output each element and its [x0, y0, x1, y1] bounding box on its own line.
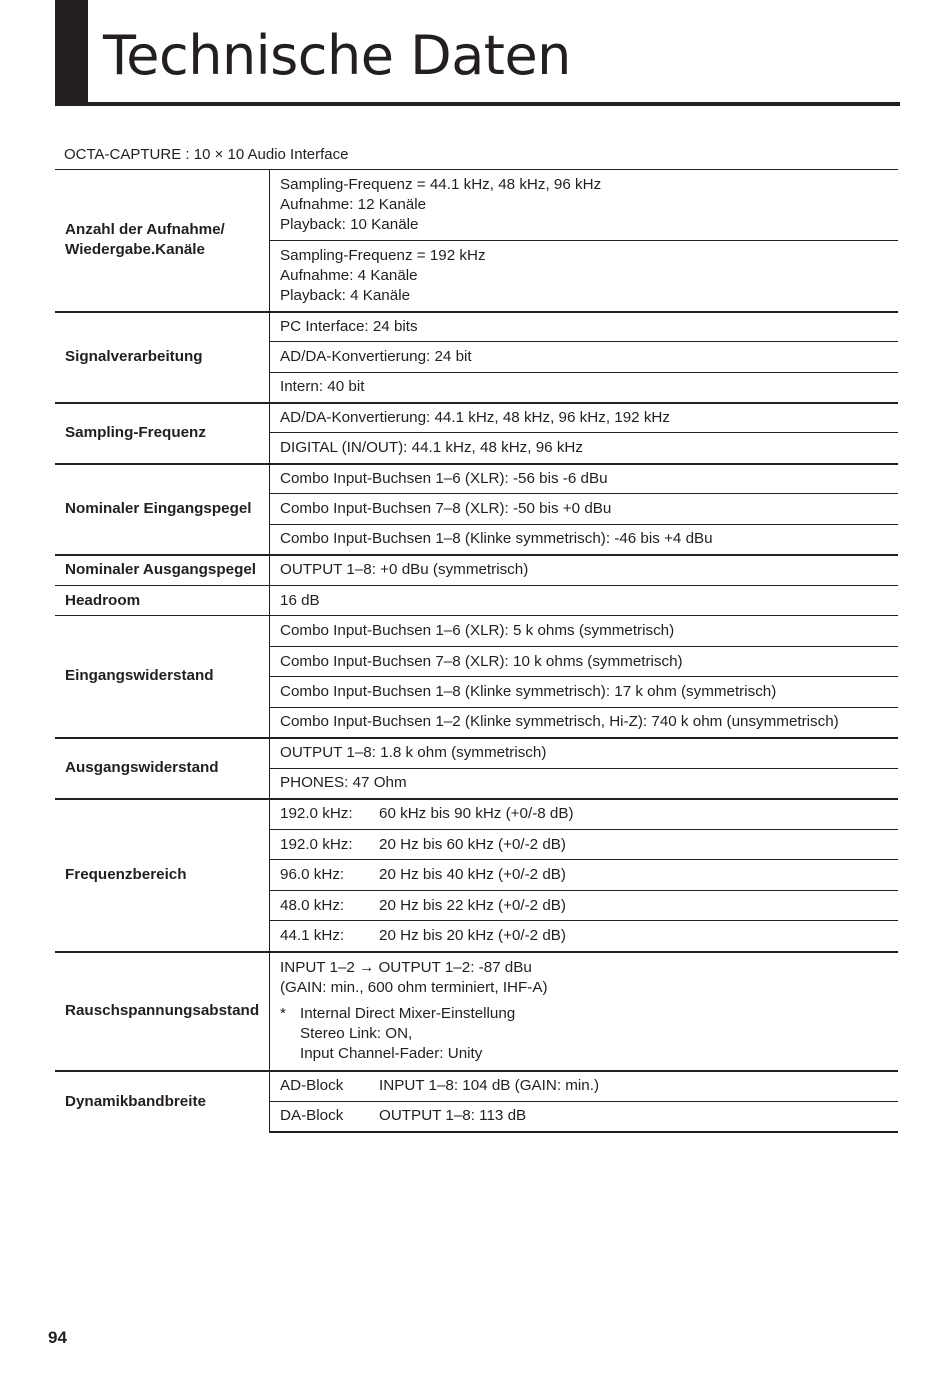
spec-label-text: Anzahl der Aufnahme/ Wiedergabe.Kanäle [65, 221, 225, 259]
spec-label: Ausgangswiderstand [55, 738, 270, 799]
table-row [55, 586, 898, 616]
spec-label: Sampling-Frequenz [55, 403, 270, 464]
spec-line: Stereo Link: ON, [300, 1025, 413, 1042]
spec-line: (GAIN: min., 600 ohm terminiert, IHF-A) [280, 979, 548, 996]
spec-value [270, 921, 899, 952]
table-row [55, 952, 898, 1071]
spec-value: PC Interface: 24 bits [270, 312, 899, 342]
table-row [55, 170, 898, 241]
spec-label: Nominaler Eingangspegel [55, 464, 270, 555]
spec-table [55, 169, 898, 1133]
spec-line: Aufnahme: 12 Kanäle [280, 196, 427, 213]
spec-line: Aufnahme: 4 Kanäle [280, 266, 418, 284]
spec-value: Combo Input-Buchsen 1–6 (XLR): 5 k ohms (symmetrisch) [270, 616, 899, 647]
rate-value: 20 Hz bis 60 kHz (+0/-2 dB) [379, 835, 566, 853]
rate-key: 192.0 kHz: [280, 835, 353, 853]
footnote-mark: * [280, 1005, 286, 1022]
spec-value: Combo Input-Buchsen 1–6 (XLR): -56 bis -6 dBu [270, 464, 899, 494]
spec-label: Dynamikbandbreite [55, 1071, 270, 1132]
spec-value: DIGITAL (IN/OUT): 44.1 kHz, 48 kHz, 96 kHz [270, 433, 899, 464]
spec-value: AD/DA-Konvertierung: 24 bit [270, 342, 899, 373]
table-row [55, 464, 898, 494]
spec-value [270, 799, 899, 830]
product-subtitle: OCTA-CAPTURE : 10 × 10 Audio Interface [64, 146, 349, 163]
table-row [55, 403, 898, 433]
rate-key: 192.0 kHz: [280, 805, 353, 823]
spec-label: Headroom [55, 586, 270, 616]
table-row [55, 616, 898, 647]
title-bar-decoration [55, 0, 88, 106]
block-value: INPUT 1–8: 104 dB (GAIN: min.) [379, 1077, 600, 1095]
spec-value [270, 952, 899, 1071]
spec-value: Combo Input-Buchsen 1–2 (Klinke symmetrisch, Hi-Z): 740 k ohm (unsymmetrisch) [270, 708, 899, 738]
block-value: OUTPUT 1–8: 113 dB [379, 1107, 527, 1125]
page-number: 94 [48, 1328, 67, 1347]
table-row [55, 799, 898, 830]
table-row [55, 738, 898, 769]
spec-line: Playback: 10 Kanäle [280, 216, 419, 233]
rate-key: 44.1 kHz: [280, 926, 345, 944]
spec-value: Combo Input-Buchsen 1–8 (Klinke symmetrisch): 17 k ohm (symmetrisch) [270, 677, 899, 708]
spec-label [55, 170, 270, 312]
spec-value: Combo Input-Buchsen 7–8 (XLR): 10 k ohms (symmetrisch) [270, 647, 899, 677]
spec-line: Input Channel-Fader: Unity [300, 1045, 483, 1062]
spec-value [270, 1102, 899, 1132]
spec-value [270, 891, 899, 921]
table-row [55, 312, 898, 342]
rate-key: 96.0 kHz: [280, 866, 345, 883]
spec-value: 16 dB [270, 586, 899, 616]
spec-value: AD/DA-Konvertierung: 44.1 kHz, 48 kHz, 96 kHz, 192 kHz [270, 403, 899, 433]
spec-value: OUTPUT 1–8: 1.8 k ohm (symmetrisch) [270, 738, 899, 769]
rate-value: 20 Hz bis 22 kHz (+0/-2 dB) [379, 896, 566, 914]
spec-line: Internal Direct Mixer-Einstellung [300, 1005, 516, 1022]
footnote-body [300, 1004, 515, 1064]
rate-key: 48.0 kHz: [280, 896, 345, 914]
title-rule [55, 102, 900, 106]
spec-label: Nominaler Ausgangspegel [55, 555, 270, 586]
spec-value: PHONES: 47 Ohm [270, 769, 899, 799]
page-title: Technische Daten [103, 24, 571, 87]
spec-value [270, 1071, 899, 1102]
spec-value [270, 860, 899, 891]
spec-label: Signalverarbeitung [55, 312, 270, 403]
spec-value: Intern: 40 bit [270, 373, 899, 403]
spec-label: Frequenzbereich [55, 799, 270, 952]
rate-value: 20 Hz bis 20 kHz (+0/-2 dB) [379, 926, 566, 944]
table-row [55, 1071, 898, 1102]
footnote [280, 1004, 898, 1064]
spec-value: Combo Input-Buchsen 1–8 (Klinke symmetrisch): -46 bis +4 dBu [270, 525, 899, 555]
block-key: DA-Block [280, 1107, 344, 1125]
spec-value [270, 830, 899, 860]
rate-value: 20 Hz bis 40 kHz (+0/-2 dB) [379, 866, 566, 883]
spec-line: Sampling-Frequenz = 44.1 kHz, 48 kHz, 96 kHz [280, 176, 602, 193]
block-key: AD-Block [280, 1077, 344, 1095]
spec-label: Eingangswiderstand [55, 616, 270, 738]
spec-value: Combo Input-Buchsen 7–8 (XLR): -50 bis +0 dBu [270, 494, 899, 525]
rate-value: 60 kHz bis 90 kHz (+0/-8 dB) [379, 805, 574, 823]
spec-value [270, 170, 899, 241]
spec-value [270, 241, 899, 312]
spec-value: OUTPUT 1–8: +0 dBu (symmetrisch) [270, 555, 899, 586]
spec-line: Sampling-Frequenz = 192 kHz [280, 246, 486, 264]
spec-label: Rauschspannungsabstand [55, 952, 270, 1071]
table-row [55, 555, 898, 586]
spec-line: INPUT 1–2 → OUTPUT 1–2: -87 dBu [280, 959, 532, 976]
spec-line: Playback: 4 Kanäle [280, 286, 411, 304]
